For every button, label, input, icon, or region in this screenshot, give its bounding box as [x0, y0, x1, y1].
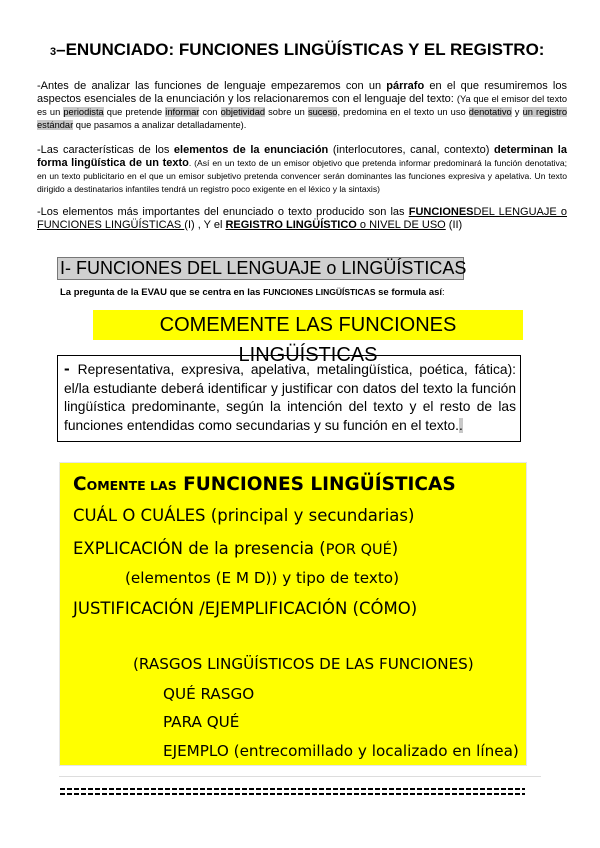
framed-text: Representativa, expresiva, apelativa, metalingüística, poética, fática): el/la estudiante deberá identificar y justificar con datos del texto la función lingüística predominante, según la intención del texto y el resto de las funciones entendidas como secundarias y su función en el texto.	[64, 362, 516, 433]
p1-bold: párrafo	[386, 80, 425, 92]
panel-line-rasgos: (RASGOS LINGÜÍSTICOS DE LAS FUNCIONES)	[133, 655, 474, 673]
p1-small-6: y	[511, 107, 523, 117]
panel-explicacion-b: POR QUÉ	[325, 542, 392, 558]
panel-line-para-que: PARA QUÉ	[163, 713, 240, 731]
evau-small: FUNCIONES LINGÜÍSTICAS	[263, 287, 376, 297]
yellow-panel	[59, 462, 527, 766]
p2-text-1: -Las características de los	[37, 144, 174, 156]
panel-heading-rest: FUNCIONES LINGÜÍSTICAS	[176, 474, 456, 495]
p3-text-2: (I) , Y el	[184, 219, 226, 231]
framed-box	[57, 355, 521, 442]
p1-small-3: con	[199, 107, 221, 117]
panel-line-cual: CUÁL O CUÁLES (principal y secundarias)	[73, 506, 415, 525]
p1-highlight-registro: un registro estándar	[37, 107, 568, 130]
p1-text-2: en el que resumiremos los aspectos esenciales de la enunciación y los relacionaremos con el lenguaje del texto:	[37, 80, 567, 105]
panel-line-justificacion: JUSTIFICACIÓN /EJEMPLIFICACIÓN (CÓMO)	[73, 599, 418, 618]
evau-text-1: La pregunta de la EVAU que se centra en las	[60, 287, 264, 298]
panel-ejemplo-a: EJEMPLO	[163, 742, 229, 760]
panel-heading-initial: C	[73, 474, 87, 495]
panel-line-explicacion	[73, 539, 398, 558]
panel-line-heading	[73, 474, 456, 495]
p1-small-4: sobre un	[265, 107, 308, 117]
p2-small: . (Así en un texto de un emisor objetivo que pretenda informar predominará la función denotativa; en un texto publicitario en el que un emisor subjetivo pretenda convencer serán dominantes las funciones expresiva y apelativa. Un texto dirigido a destinatarios infantiles tendrá un registro poco exigente en el léxico y la sintaxis)	[37, 158, 567, 194]
p1-highlight-periodista: periodista	[63, 107, 104, 117]
divider-dashed-top	[60, 788, 525, 790]
paragraph-elements	[37, 206, 567, 232]
p3-bold-funciones: FUNCIONES	[408, 206, 474, 218]
p1-highlight-denotativo: denotativo	[468, 107, 512, 117]
panel-line-elementos: (elementos (E M D)) y tipo de texto)	[125, 569, 399, 587]
p1-small-2: que pretende	[103, 107, 166, 117]
panel-line-ejemplo	[163, 742, 519, 760]
p3-bold-registro: REGISTRO LINGÜÍSTICO	[225, 219, 357, 231]
p3-text-3: (II)	[445, 219, 463, 231]
p1-highlight-suceso: suceso	[307, 107, 338, 117]
title-text: –ENUNCIADO: FUNCIONES LINGÜÍSTICAS Y EL REGISTRO:	[56, 40, 545, 59]
paragraph-enunciation	[37, 144, 567, 196]
yellow-heading: COMEMENTE LAS FUNCIONES LINGÜÍSTICAS	[93, 310, 523, 340]
evau-text-2: se formula así	[375, 287, 443, 298]
panel-ejemplo-b: (entrecomillado y localizado en línea)	[228, 742, 519, 760]
divider-light	[59, 776, 541, 777]
p3-underline-2: o NIVEL DE USO	[356, 219, 446, 231]
title-number: 3	[50, 46, 57, 58]
p2-bold-2: determinan la forma lingüística de un texto	[37, 144, 567, 169]
framed-dash: -	[64, 359, 70, 378]
p2-text-2: (interlocutores, canal, contexto)	[328, 144, 494, 156]
framed-end: .	[459, 417, 463, 433]
p1-small-1: (Ya que el emisor del texto es un	[37, 94, 567, 117]
section-heading: I- FUNCIONES DEL LENGUAJE o LINGÜÍSTICAS	[57, 257, 464, 280]
evau-question	[60, 287, 445, 298]
panel-heading-smallcaps: OMENTE LAS	[86, 478, 177, 493]
p3-underline-1: DEL LENGUAJE o FUNCIONES LINGÜÍSTICAS	[37, 206, 568, 231]
panel-explicacion-a: EXPLICACIÓN de la presencia (	[73, 539, 326, 558]
paragraph-intro	[37, 80, 567, 132]
evau-colon: :	[442, 287, 445, 298]
p1-highlight-objetividad: objetividad	[220, 107, 266, 117]
p3-text-1: -Los elementos más importantes del enunciado o texto producido son las	[37, 206, 409, 218]
panel-explicacion-c: )	[391, 539, 399, 558]
p1-small-7: que pasamos a analizar detalladamente).	[73, 120, 247, 130]
p1-text-1: -Antes de analizar las funciones de lenguaje empezaremos con un	[37, 80, 387, 92]
divider-dashed-bottom	[60, 793, 525, 795]
page-title	[50, 40, 544, 60]
p1-highlight-informar: informar	[165, 107, 200, 117]
panel-line-que-rasgo: QUÉ RASGO	[163, 685, 255, 703]
p1-small-5: , predomina en el texto un uso	[337, 107, 469, 117]
p2-bold-1: elementos de la enunciación	[173, 144, 329, 156]
